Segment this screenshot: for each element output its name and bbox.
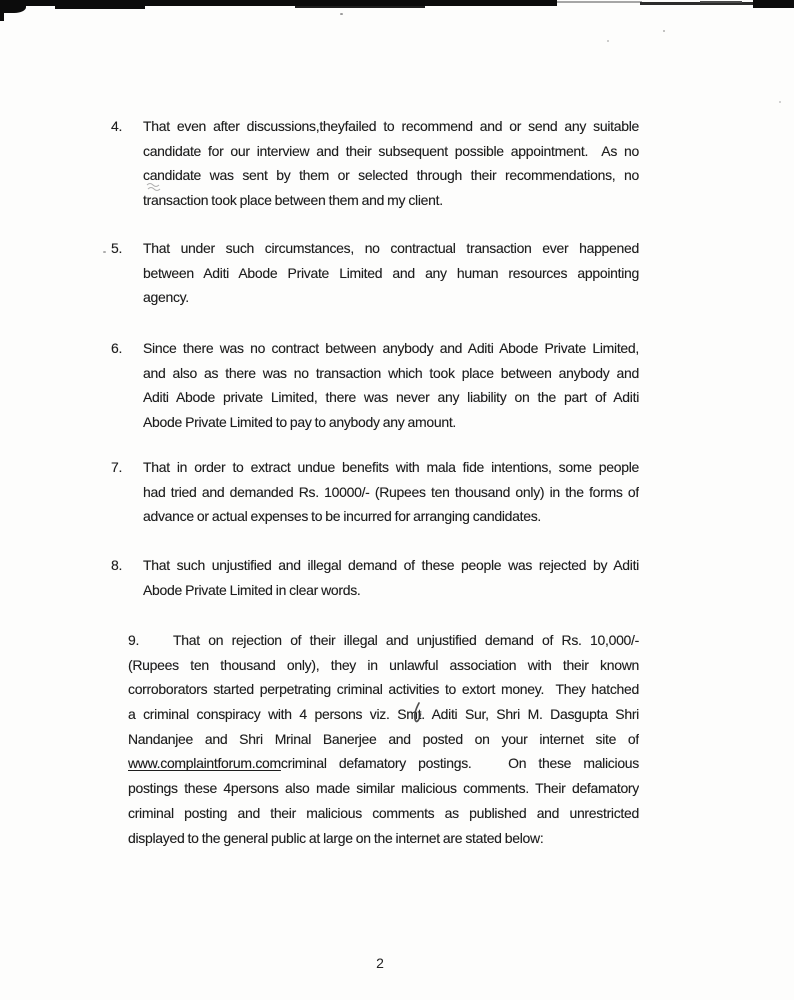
scan-speck (663, 30, 665, 32)
paragraph-line: criminal posting and their malicious comments as published and unrestricted (128, 804, 639, 821)
paragraph-body (143, 455, 639, 529)
paragraph-number: 4. (111, 118, 123, 134)
scan-artifact-strip (557, 1, 642, 3)
squiggle-artifact (146, 181, 164, 192)
paragraph-number: 8. (111, 557, 123, 573)
paragraph-7 (111, 455, 639, 529)
paragraph-line: and also as there was no transaction which took place between anybody and (143, 364, 639, 381)
paragraph-line: agency. (143, 289, 189, 306)
paragraph-line: Since there was no contract between anybody and Aditi Abode Private Limited, (143, 340, 639, 356)
scan-speck (779, 101, 781, 103)
scan-artifact-corner-right (753, 0, 794, 8)
paragraph-line: a criminal conspiracy with 4 persons viz. Smt. Aditi Sur, Shri M. Dasgupta Shri (128, 706, 639, 723)
scan-speck (103, 251, 106, 253)
paragraph-line-text: That on rejection of their illegal and unjustified demand of Rs. 10,000/- (173, 632, 639, 648)
paragraph-body (143, 336, 639, 435)
paragraph-line (128, 628, 639, 653)
paragraph-line: had tried and demanded Rs. 10000/- (Rupees ten thousand only) in the forms of (143, 483, 639, 500)
paragraph-body (143, 553, 639, 602)
scan-artifact-strip (700, 1, 742, 3)
paragraph-number: 6. (111, 340, 123, 356)
paragraph-line: Abode Private Limited to pay to anybody any amount. (143, 414, 457, 431)
paragraph-line-with-url (128, 751, 639, 776)
paragraph-line: candidate for our interview and their subsequent possible appointment. As no (143, 142, 639, 159)
paragraph-line: (Rupees ten thousand only), they in unlawful association with their known (128, 656, 639, 673)
paragraph-line: That under such circumstances, no contractual transaction ever happened (143, 240, 639, 256)
paragraph-line: Nandanjee and Shri Mrinal Banerjee and posted on your internet site of (128, 730, 639, 747)
paragraph-line: That such unjustified and illegal demand of these people was rejected by Aditi (143, 557, 639, 573)
scan-speck (607, 40, 609, 42)
paragraph-9 (128, 628, 639, 850)
paragraph-4 (111, 114, 639, 213)
pen-mark (410, 701, 424, 728)
paragraph-line-text: criminal defamatory postings. On these malicious (280, 755, 639, 772)
page-number: 2 (376, 955, 384, 971)
paragraph-5 (111, 236, 639, 310)
paragraph-6 (111, 336, 639, 435)
paragraph-line: Aditi Abode private Limited, there was never any liability on the part of Aditi (143, 389, 639, 406)
paragraph-line: corroborators started perpetrating criminal activities to extort money. They hatched (128, 681, 639, 698)
paragraph-line: displayed to the general public at large on the internet are stated below: (128, 829, 544, 846)
paragraph-8 (111, 553, 639, 602)
scan-speck (340, 13, 343, 15)
paragraph-line: That in order to extract undue benefits with mala fide intentions, some people (143, 459, 639, 475)
paragraph-number: 9. (128, 632, 140, 648)
scan-artifact-strip (295, 0, 425, 8)
paragraph-line: advance or actual expenses to be incurred for arranging candidates. (143, 508, 541, 525)
paragraph-number: 7. (111, 459, 123, 475)
paragraph-line: postings these 4persons also made similar malicious comments. Their defamatory (128, 780, 639, 797)
scan-artifact-strip (55, 0, 145, 9)
paragraph-line: between Aditi Abode Private Limited and any human resources appointing (143, 264, 639, 281)
paragraph-body (143, 236, 639, 310)
paragraph-number: 5. (111, 240, 123, 256)
paragraph-body (143, 114, 639, 213)
paragraph-line: Abode Private Limited in clear words. (143, 581, 361, 598)
paragraph-line: That even after discussions,theyfailed to recommend and or send any suitable (143, 118, 639, 134)
url-text: www.complaintforum.com (128, 755, 281, 772)
paragraph-line: transaction took place between them and my client. (143, 192, 443, 209)
paragraph-line: candidate was sent by them or selected through their recommendations, no (143, 167, 639, 184)
scan-artifact-edge-left (0, 11, 4, 21)
